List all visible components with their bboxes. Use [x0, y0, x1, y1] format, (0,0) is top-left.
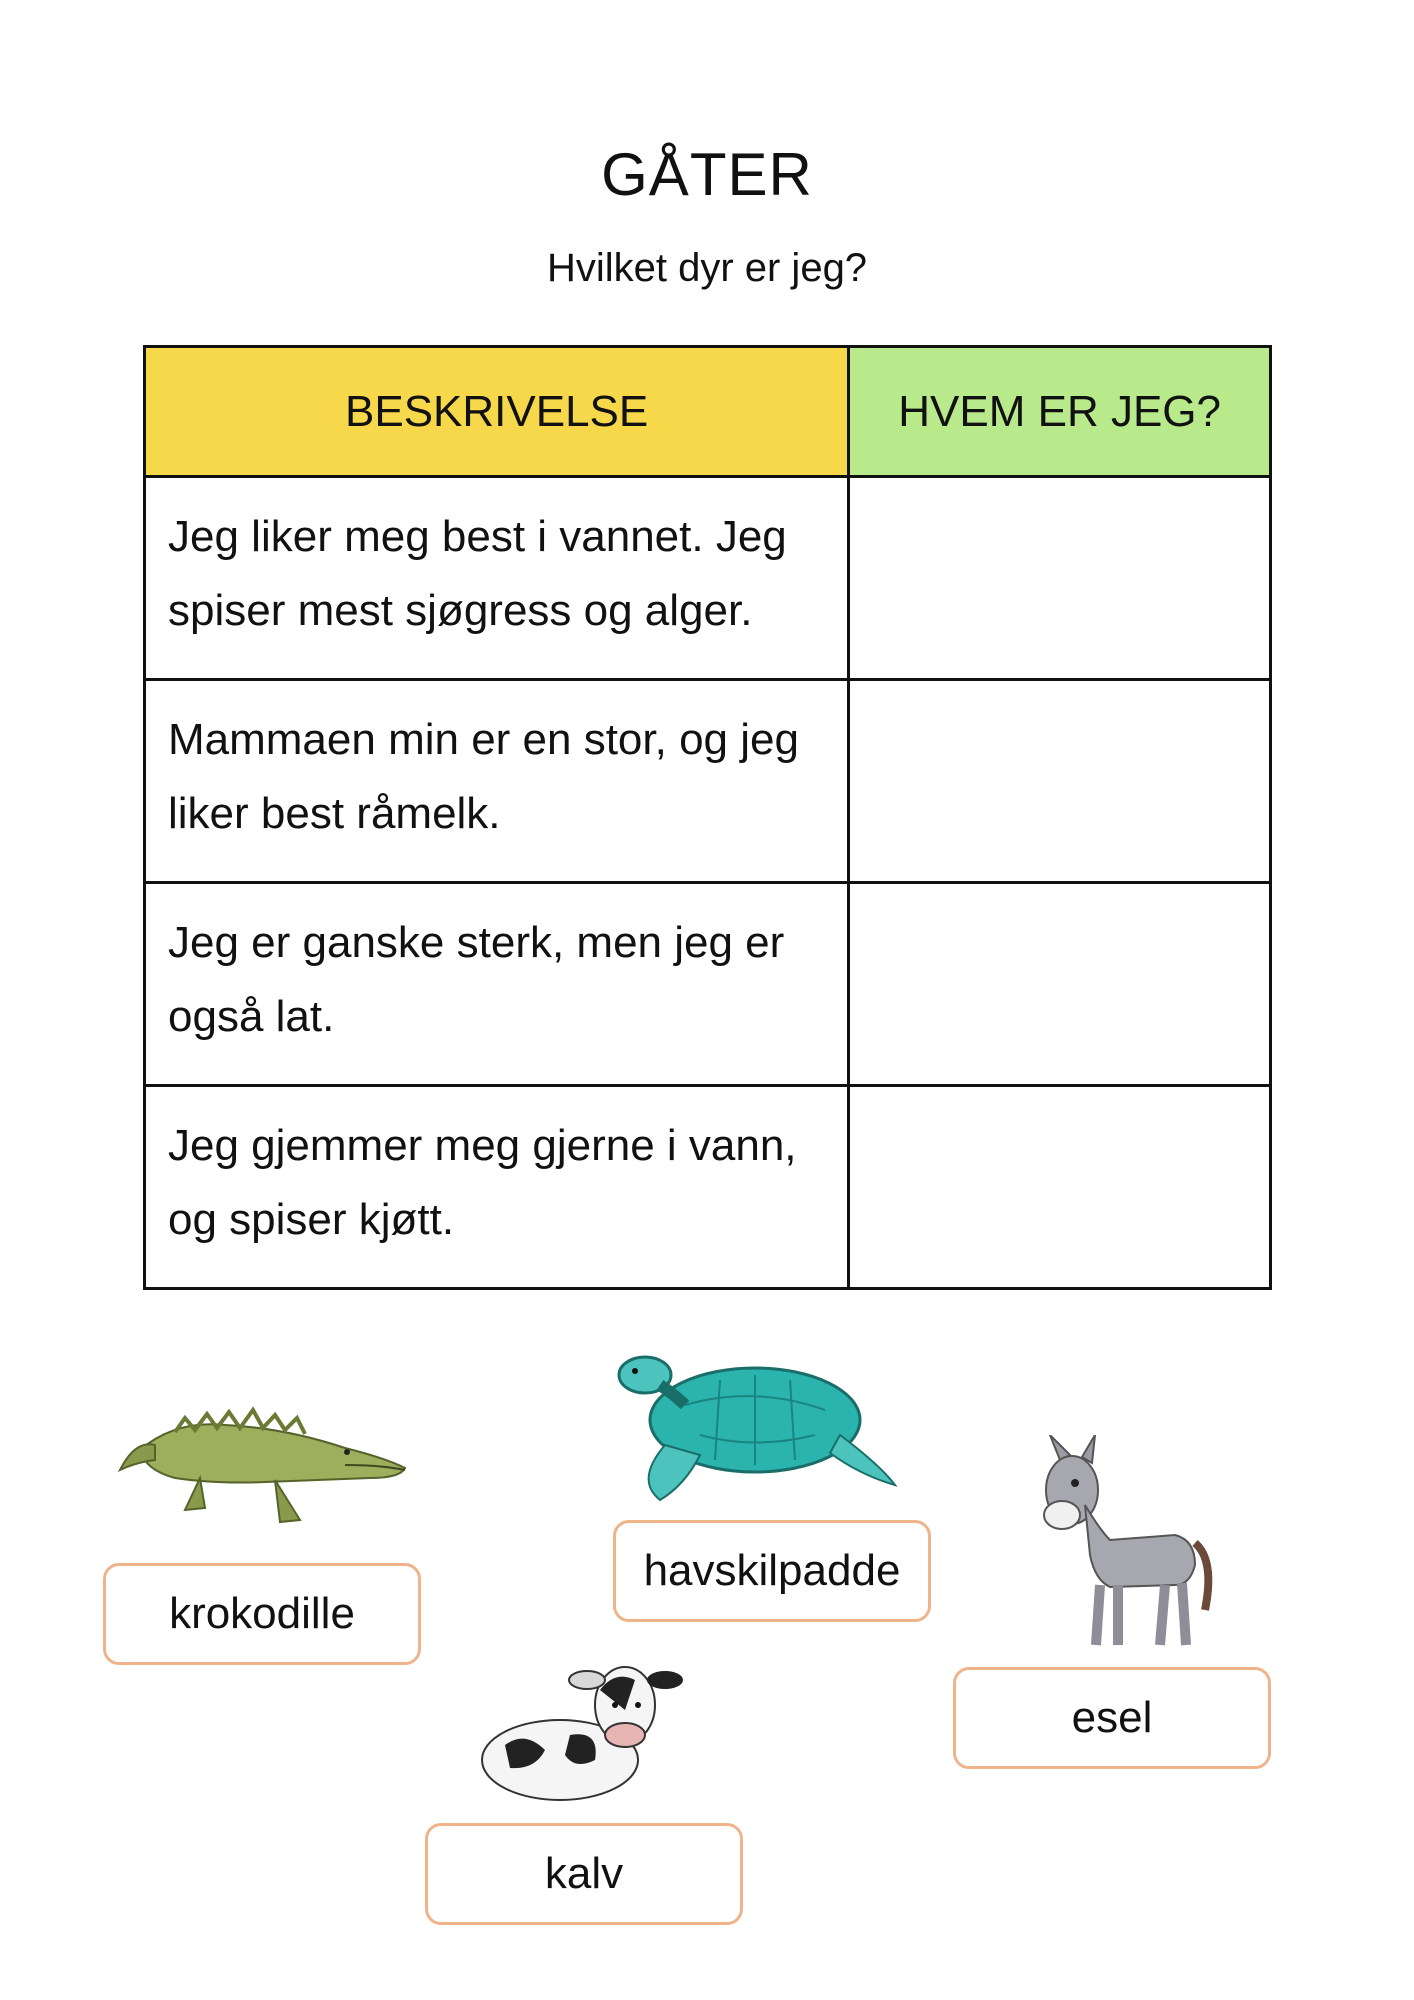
answer-cell[interactable]	[849, 883, 1271, 1086]
calf-icon	[475, 1650, 695, 1810]
table-row	[145, 883, 1271, 1086]
word-card-label: esel	[1071, 1693, 1153, 1742]
word-card-donkey[interactable]	[953, 1667, 1271, 1769]
riddle-description: Jeg gjemmer meg gjerne i vann, og spiser kjøtt.	[145, 1086, 849, 1289]
crocodile-icon	[115, 1370, 415, 1540]
riddle-description: Mammaen min er en stor, og jeg liker best råmelk.	[145, 680, 849, 883]
word-card-calf[interactable]	[425, 1823, 743, 1925]
riddle-table	[143, 345, 1272, 1290]
table-row	[145, 680, 1271, 883]
column-header-description: BESKRIVELSE	[145, 347, 849, 477]
page-subtitle: Hvilket dyr er jeg?	[546, 246, 868, 290]
riddle-description: Jeg liker meg best i vannet. Jeg spiser mest sjøgress og alger.	[145, 477, 849, 680]
answer-cell[interactable]	[849, 680, 1271, 883]
word-card-turtle[interactable]	[613, 1520, 931, 1622]
donkey-icon	[1000, 1435, 1220, 1655]
table-row	[145, 477, 1271, 680]
column-header-answer: HVEM ER JEG?	[849, 347, 1271, 477]
word-card-label: krokodille	[169, 1589, 355, 1638]
table-row	[145, 1086, 1271, 1289]
word-card-label: kalv	[544, 1849, 624, 1898]
page-title: GÅTER	[601, 141, 813, 208]
answer-cell[interactable]	[849, 1086, 1271, 1289]
riddle-description: Jeg er ganske sterk, men jeg er også lat.	[145, 883, 849, 1086]
table-header-row	[145, 347, 1271, 477]
sea-turtle-icon	[605, 1335, 905, 1505]
word-card-crocodile[interactable]	[103, 1563, 421, 1665]
answer-cell[interactable]	[849, 477, 1271, 680]
word-card-label: havskilpadde	[643, 1546, 901, 1595]
